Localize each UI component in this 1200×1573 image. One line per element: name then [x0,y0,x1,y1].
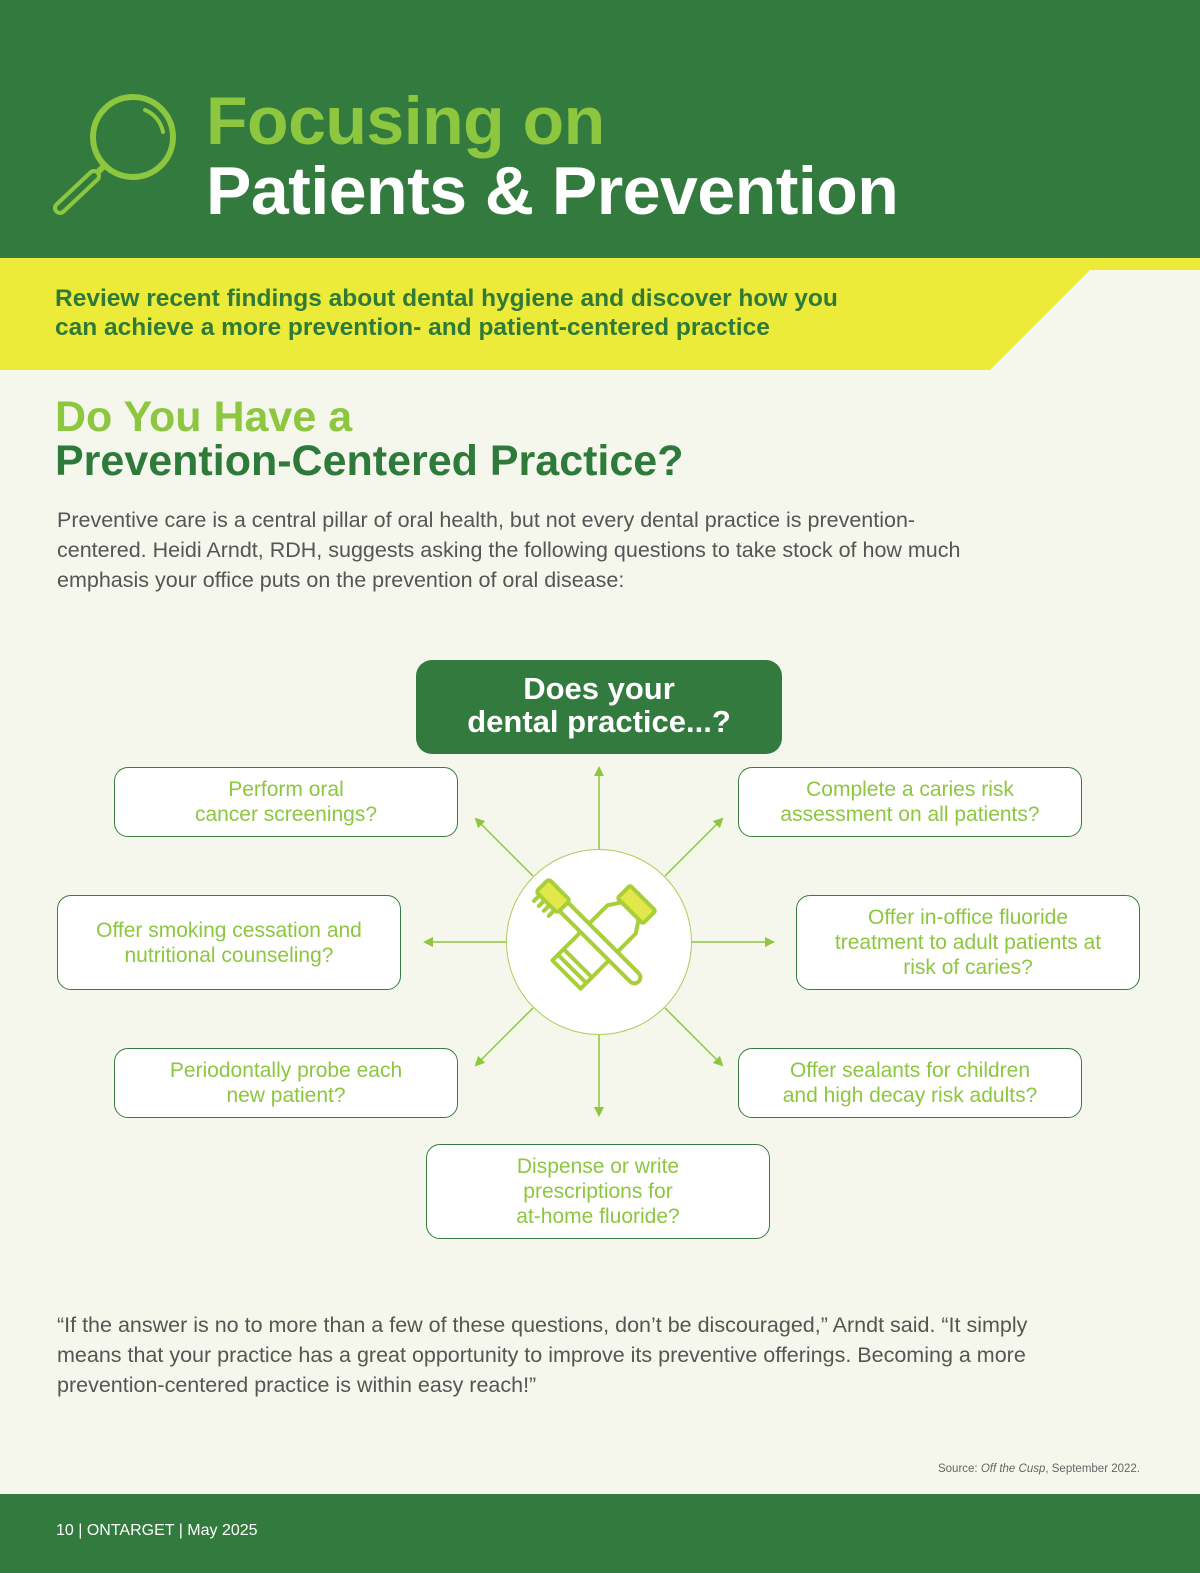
question-line: cancer screenings? [194,803,378,826]
arrow-up-left [476,819,533,876]
question-line: Dispense or write [516,1155,680,1178]
intro-paragraph [57,505,1157,595]
question-prescriptions [426,1144,770,1239]
question-fluoride-treatment [796,895,1140,990]
intro-line: Preventive care is a central pillar of oral health, but not every dental practice is prevention- [57,508,916,532]
question-line: Complete a caries risk [806,778,1014,801]
center-circle [506,849,692,1035]
question-line: and high decay risk adults? [782,1084,1038,1107]
page-title-line2: Patients & Prevention [206,153,899,229]
footer-page-info: 10 | ONTARGET | May 2025 [56,1522,258,1539]
arrow-up-right [665,819,722,876]
source-publication: Off the Cusp [980,1463,1046,1475]
page-title-line1: Focusing on [206,83,605,159]
question-line: Offer smoking cessation and [96,918,362,942]
source-prefix: Source: [937,1463,981,1475]
intro-line: centered. Heidi Arndt, RDH, suggests asking the following questions to take stock of how much [57,538,961,562]
quote-paragraph [57,1310,1157,1400]
source-citation [938,1463,1140,1475]
diagram-heading-line: Does your [523,671,675,706]
question-sealants [738,1048,1082,1118]
banner-text [55,284,995,342]
question-line: risk of caries? [903,956,1033,979]
question-line: Periodontally probe each [169,1059,403,1082]
section-title-line2: Prevention-Centered Practice? [55,437,684,485]
quote-line: “If the answer is no to more than a few of these questions, don’t be discouraged,” Arndt said. “It simply [57,1313,1028,1337]
question-caries-risk [738,767,1082,837]
question-line: Offer sealants for children [789,1059,1031,1082]
footer [0,1494,1200,1573]
question-line: new patient? [226,1084,346,1107]
banner-line: can achieve a more prevention- and patient-centered practice [55,314,770,341]
source-suffix: , September 2022. [1045,1463,1140,1475]
question-line: treatment to adult patients at [834,931,1102,954]
quote-line: means that your practice has a great opportunity to improve its preventive offerings. Becoming a more [57,1343,1026,1367]
header [0,0,1200,258]
question-line: nutritional counseling? [124,943,334,967]
banner-line: Review recent findings about dental hygiene and discover how you [55,285,838,312]
arrow-down-left [476,1008,533,1065]
quote-line: prevention-centered practice is within easy reach!” [57,1373,537,1397]
question-periodontal-probe [114,1048,458,1118]
intro-line: emphasis your office puts on the prevention of oral disease: [57,568,625,592]
question-line: assessment on all patients? [780,803,1040,826]
question-smoking-cessation [57,895,401,990]
question-line: prescriptions for [523,1180,673,1203]
toothbrush-toothpaste-icon [529,872,669,1012]
question-line: Offer in-office fluoride [868,906,1068,929]
diagram-heading-box [416,660,782,754]
magnifying-glass-icon [50,88,185,220]
question-line: Perform oral [228,778,344,801]
diagram-heading-line: dental practice...? [467,704,731,739]
section-title-line1: Do You Have a [55,393,353,441]
question-line: at-home fluoride? [516,1205,680,1228]
subtitle-banner [0,258,1200,370]
question-oral-cancer [114,767,458,837]
arrow-down-right [665,1008,722,1065]
